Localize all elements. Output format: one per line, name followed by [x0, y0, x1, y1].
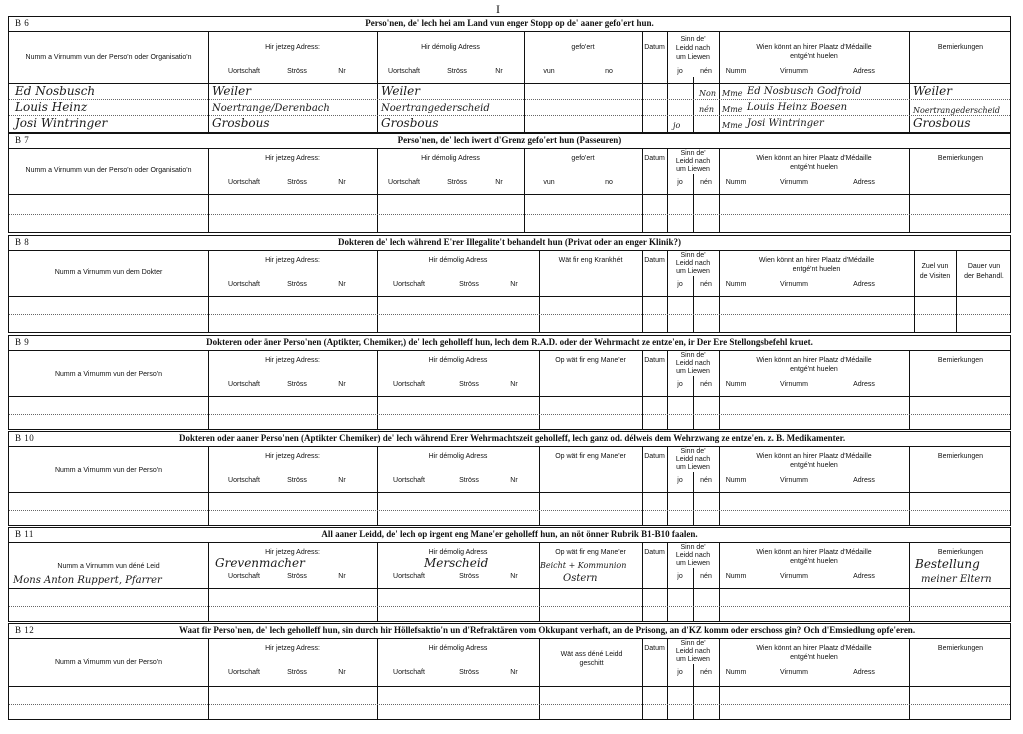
row-divider — [9, 296, 1010, 297]
column-header-label: entgé'nt huelen — [792, 266, 841, 273]
hw-name: Mons Anton Ruppert, Pfarrer — [13, 575, 162, 586]
dotted-row-line — [9, 510, 1010, 511]
column-header-label: Nr — [510, 381, 518, 388]
column-header-label: um Liewen — [676, 268, 710, 275]
column-header-label: Uortschaft — [388, 179, 420, 186]
section-b8 — [8, 235, 1011, 333]
column-header-label: Datum — [644, 645, 665, 652]
column-header-label: Nr — [338, 477, 346, 484]
column-header-label: Numm a Virnumm vun der Perso'n — [54, 467, 163, 474]
column-header-label: Adress — [853, 179, 875, 186]
column-header-label: no — [605, 68, 613, 75]
column-header-label: Uortschaft — [228, 179, 260, 186]
column-header-label: Bemierkungen — [937, 645, 984, 652]
hw-former: Noertrangederscheid — [381, 103, 490, 114]
column-header-label: Leidd nach — [675, 158, 711, 165]
column-header-label: Bemierkungen — [937, 549, 984, 556]
column-header-label: nén — [700, 573, 712, 580]
column-header-label: Wät fir eng Krankhét — [558, 257, 623, 264]
hw-medal: Josi Wintringer — [747, 118, 824, 129]
header-current-address: Hir jetzeg Adress: — [265, 44, 320, 51]
column-header-label: Hir démolig Adress — [421, 155, 480, 162]
column-header-label: jo — [677, 179, 683, 186]
column-header-label: um Liewen — [676, 368, 710, 375]
column-header-label: Uortschaft — [228, 573, 260, 580]
column-header-label: Virnumm — [780, 477, 808, 484]
hw-name: Louis Heinz — [15, 100, 88, 114]
column-header-label: Adress — [853, 68, 875, 75]
column-header-label: Leidd nach — [675, 260, 711, 267]
column-header-label: nén — [700, 477, 712, 484]
column-header-label: Ströss — [459, 477, 479, 484]
column-header-label: Nr — [510, 281, 518, 288]
column-divider — [539, 638, 540, 719]
column-header-label: entgé'nt huelen — [790, 654, 838, 661]
column-header-label: Ströss — [287, 68, 307, 75]
column-header-label: jo — [677, 573, 683, 580]
section-b12 — [8, 623, 1011, 720]
column-header-label: Uortschaft — [228, 669, 260, 676]
column-header-label: Hir jetzeg Adress: — [265, 257, 320, 264]
section-b6 — [8, 16, 1011, 133]
row-divider — [9, 492, 1010, 493]
column-header-label: Hir démolig Adress — [428, 549, 488, 556]
column-header-label: Ströss — [447, 68, 467, 75]
section-code: B 8 — [15, 237, 30, 247]
hw-medal: Louis Heinz Boesen — [747, 102, 848, 113]
column-header-label: Datum — [644, 357, 665, 364]
section-code: B 10 — [15, 433, 35, 443]
column-header-label: jo — [677, 281, 683, 288]
column-header-label: Virnumm — [780, 669, 808, 676]
section-b7 — [8, 133, 1011, 233]
column-header-label: Numm a Virnumm vun déné Leid — [57, 563, 160, 570]
column-header-label: Wät ass déné Leidd geschitt — [560, 651, 623, 667]
column-header-label: Datum — [644, 257, 665, 264]
header-name: Numm a Virnumm vun der Perso'n oder Organisatio'n — [25, 54, 192, 61]
hw-former: Grosbous — [381, 116, 439, 130]
hw-name: Ed Nosbusch — [15, 84, 96, 98]
column-header-label: Nr — [495, 68, 503, 75]
column-header-label: vun — [543, 68, 555, 75]
column-header-label: Leidd nach — [675, 360, 711, 367]
column-header-label: Uortschaft — [228, 281, 260, 288]
column-header-label: Op wät fir eng Mane'er — [555, 453, 626, 460]
column-header-label: Numm a Virnumm vun der Perso'n oder Organisatio'n — [25, 167, 192, 174]
column-header-label: entgé'nt huelen — [790, 558, 838, 565]
column-header-label: Nr — [338, 573, 346, 580]
handwritten-entry: Mme — [722, 121, 743, 130]
hw-current: Noertrange/Derenbach — [212, 103, 330, 114]
column-header-label: Datum — [644, 549, 665, 556]
column-header-label: entgé'nt huelen — [790, 164, 838, 171]
column-header-label: Ströss — [287, 381, 307, 388]
column-header-label: nén — [700, 281, 712, 288]
hw-manner: Beicht + Kommunion — [540, 561, 627, 570]
column-header-label: Nr — [338, 68, 346, 75]
section-code: B 9 — [15, 337, 30, 347]
hw-current: Grevenmacher — [215, 556, 305, 570]
column-header-label: Nr — [510, 669, 518, 676]
column-header-label: Numm — [725, 477, 747, 484]
column-header-label: Bemierkungen — [937, 155, 984, 162]
column-header-label: Hir jetzeg Adress: — [265, 645, 320, 652]
column-header-label: Leidd nach — [675, 45, 711, 52]
section-title: Dokteren oder äner Perso'nen (Aptikter, Chemiker,) de' lech geholleff hun, lech dem R.A.D. oder der Wehrmacht ze entze'en, ir Der Ere Stellongsbefehl kruet. — [206, 337, 813, 347]
column-header-label: Nr — [338, 381, 346, 388]
column-header-label: de Visiten — [919, 273, 951, 280]
handwritten-entry: Mme — [722, 105, 743, 114]
handwritten-entry: Mme — [722, 89, 743, 98]
section-header — [9, 624, 1010, 639]
column-header-label: Hir démolig Adress — [428, 357, 488, 364]
row-divider — [9, 588, 1010, 589]
column-header-label: Bemierkungen — [937, 453, 984, 460]
column-header-label: Nr — [338, 669, 346, 676]
column-header-label: Ströss — [459, 573, 479, 580]
column-header-label: Uortschaft — [228, 68, 260, 75]
column-header-label: Leidd nach — [675, 648, 711, 655]
section-header — [9, 528, 1010, 543]
column-header-label: Numm — [725, 381, 747, 388]
column-header-label: Hir jetzeg Adress: — [265, 357, 320, 364]
column-header-label: Hir démolig Adress — [428, 257, 488, 264]
column-header-label: Adress — [853, 669, 875, 676]
column-header-label: Ströss — [459, 669, 479, 676]
column-header-label: jo — [677, 669, 683, 676]
column-header-label: Datum — [644, 155, 665, 162]
dotted-row-line — [9, 314, 1010, 315]
section-header — [9, 236, 1010, 251]
column-header-label: jo — [677, 381, 683, 388]
hw-remarks: meiner Eltern — [921, 574, 992, 585]
column-header-label: Virnumm — [780, 381, 808, 388]
column-header-label: Sinn de' — [680, 252, 706, 259]
section-title: Dokteren de' lech während E'rer Illegalite't behandelt hun (Privat oder an enger Klinik?) — [337, 237, 681, 247]
column-header-label: Dauer vun — [967, 263, 1001, 270]
section-title: Perso'nen, de' lech iwert d'Grenz gefo'ert hun (Passeuren) — [397, 135, 622, 145]
column-header-label: entgé'nt huelen — [790, 462, 838, 469]
column-header-label: Leidd nach — [675, 456, 711, 463]
column-header-label: entgé'nt huelen — [790, 53, 838, 60]
column-header-label: um Liewen — [676, 464, 710, 471]
hw-name: Josi Wintringer — [15, 116, 108, 130]
column-header-label: Numm — [725, 669, 747, 676]
section-code: B 12 — [15, 625, 35, 635]
column-header-label: Numm a Virnumm vun der Perso'n — [54, 659, 163, 666]
hw-former: Merscheid — [424, 556, 489, 570]
column-header-label: Wien könnt an hirer Plaatz d'Médaille — [756, 155, 872, 162]
section-b11 — [8, 527, 1011, 622]
column-header-label: Datum — [644, 44, 665, 51]
hw-remarks: Bestellung — [915, 557, 980, 571]
section-title: Dokteren oder aaner Perso'nen (Aptikter Chemiker) de' lech während Erer Wehrmachtszeit geholleff, lech ganz od. délweis dem Wehrzwang ze entze'en. z. B. Medikamenter. — [179, 433, 846, 443]
column-header-label: um Liewen — [676, 560, 710, 567]
column-header-label: Nr — [338, 179, 346, 186]
column-header-label: Sinn de' — [680, 150, 706, 157]
column-header-label: gefo'ert — [571, 155, 595, 162]
column-header-label: Ströss — [287, 179, 307, 186]
column-header-label: no — [605, 179, 613, 186]
section-title: Waat fir Perso'nen, de' lech geholleff hun, sin durch hir Höllefsaktio'n un d'Refraktären vom Okkupant verhaft, an de Prisong, an d'KZ komm oder erschoss gin? Och d'Emsiedlung opfe'eren. — [179, 625, 916, 635]
hw-current: Grosbous — [212, 116, 270, 130]
column-header-label: Nr — [495, 179, 503, 186]
section-code: B 11 — [15, 529, 34, 539]
column-header-label: Numm a Virnumm vun dem Dokter — [54, 269, 163, 276]
column-header-label: Uortschaft — [228, 381, 260, 388]
column-header-label: Op wät fir eng Mane'er — [555, 357, 626, 364]
row-divider — [9, 194, 1010, 195]
column-header-label: Ströss — [287, 281, 307, 288]
section-code: B 6 — [15, 18, 30, 28]
column-header-label: Hir jetzeg Adress: — [265, 155, 320, 162]
column-header-label: Sinn de' — [680, 448, 706, 455]
column-header-label: Leidd nach — [675, 552, 711, 559]
row-divider — [9, 686, 1010, 687]
column-header-label: Wien könnt an hirer Plaatz d'Médaille — [756, 357, 872, 364]
column-header-label: Ströss — [459, 281, 479, 288]
column-header-label: nén — [700, 381, 712, 388]
page-mark: I — [496, 2, 500, 16]
column-header-label: Ströss — [287, 669, 307, 676]
column-header-label: Adress — [853, 381, 875, 388]
column-header-label: Virnumm — [780, 68, 808, 75]
column-header-label: Virnumm — [780, 179, 808, 186]
dotted-row-line — [9, 115, 1010, 116]
column-header-label: Ströss — [447, 179, 467, 186]
hw-current: Weiler — [212, 84, 251, 98]
column-header-label: Ströss — [459, 381, 479, 388]
column-header-label: Bemierkungen — [937, 357, 984, 364]
section-code: B 7 — [15, 135, 30, 145]
section-title: Perso'nen, de' lech hei am Land vun enger Stopp op de' aaner gefo'ert hun. — [365, 18, 654, 28]
section-header — [9, 432, 1010, 447]
column-header-label: um Liewen — [676, 656, 710, 663]
hw-manner: Ostern — [563, 573, 598, 584]
hw-sense: jo — [673, 121, 681, 130]
column-header-label: jo — [677, 68, 683, 75]
column-header-label: Hir démolig Adress — [428, 453, 488, 460]
column-header-label: nén — [700, 669, 712, 676]
section-header — [9, 134, 1010, 149]
column-header-label: Uortschaft — [393, 281, 425, 288]
column-header-label: entgé'nt huelen — [790, 366, 838, 373]
column-header-label: Virnumm — [780, 573, 808, 580]
column-header-label: Hir démolig Adress — [428, 645, 488, 652]
hw-medal: Ed Nosbusch Godfroid — [747, 86, 862, 97]
column-header-label: Sinn de' — [680, 36, 706, 43]
column-header-label: Wien könnt an hirer Plaatz d'Médaille — [756, 44, 872, 51]
dotted-row-line — [9, 704, 1010, 705]
column-header-label: Uortschaft — [388, 68, 420, 75]
hw-sense: nén — [699, 105, 715, 114]
column-header-label: um Liewen — [676, 54, 710, 61]
column-header-label: Nr — [510, 573, 518, 580]
dotted-row-line — [9, 99, 1010, 100]
column-header-label: Adress — [853, 573, 875, 580]
column-header-label: Uortschaft — [393, 573, 425, 580]
header-former-address: Hir démolig Adress — [421, 44, 480, 51]
column-header-label: Datum — [644, 453, 665, 460]
hw-remarks: Weiler — [913, 84, 952, 98]
dotted-row-line — [9, 414, 1010, 415]
section-title: All aaner Leidd, de' lech op irgent eng Mane'er geholleff hun, an nöt önner Rubrik B1-B10 faalen. — [321, 529, 698, 539]
column-header-label: nén — [700, 68, 712, 75]
section-b9 — [8, 335, 1011, 430]
column-header-label: Op wät fir eng Mane'er — [555, 549, 626, 556]
column-header-label: Nr — [510, 477, 518, 484]
column-header-label: Sinn de' — [680, 640, 706, 647]
row-divider — [9, 396, 1010, 397]
column-header-label: Uortschaft — [393, 477, 425, 484]
hw-remarks: Noertrangederscheid — [913, 106, 1001, 115]
column-header-label: nén — [700, 179, 712, 186]
column-header-label: Sinn de' — [680, 352, 706, 359]
column-header-label: Wien könnt an hirer Plaatz d'Médaille — [756, 453, 872, 460]
section-header — [9, 336, 1010, 351]
column-divider — [693, 77, 694, 132]
dotted-row-line — [9, 214, 1010, 215]
column-header-label: Uortschaft — [228, 477, 260, 484]
column-header-label: gefo'ert — [571, 44, 595, 51]
column-header-label: Ströss — [287, 477, 307, 484]
column-header-label: Bemierkungen — [937, 44, 984, 51]
column-header-label: Ströss — [287, 573, 307, 580]
column-header-label: Wien könnt an hirer Plaatz d'Médaille — [756, 645, 872, 652]
column-header-label: vun — [543, 179, 555, 186]
column-header-label: Nr — [338, 281, 346, 288]
dotted-row-line — [9, 606, 1010, 607]
column-header-label: Wien könnt an hirer Plaatz d'Médaille — [758, 257, 875, 264]
section-b10 — [8, 431, 1011, 526]
column-header-label: Wien könnt an hirer Plaatz d'Médaille — [756, 549, 872, 556]
column-header-label: Numm — [725, 281, 747, 288]
hw-sense: Non — [699, 89, 716, 98]
hw-remarks: Grosbous — [913, 116, 971, 130]
column-header-label: um Liewen — [676, 166, 710, 173]
column-header-label: jo — [677, 477, 683, 484]
hw-former: Weiler — [381, 84, 420, 98]
column-header-label: Adress — [853, 477, 875, 484]
column-header-label: Numm — [725, 573, 747, 580]
row-divider — [9, 83, 1010, 84]
column-header-label: der Behandl. — [964, 273, 1004, 280]
column-header-label: Hir jetzeg Adress: — [265, 549, 320, 556]
column-header-label: Numm a Virnumm vun der Perso'n — [54, 371, 163, 378]
section-header — [9, 17, 1010, 32]
column-header-label: Sinn de' — [680, 544, 706, 551]
column-header-label: Numm — [725, 179, 747, 186]
column-header-label: Adress — [853, 281, 875, 288]
column-header-label: Virnumm — [780, 281, 808, 288]
column-header-label: Zuel vun — [921, 263, 949, 270]
column-header-label: Uortschaft — [393, 669, 425, 676]
column-header-label: Numm — [725, 68, 747, 75]
column-header-label: Hir jetzeg Adress: — [265, 453, 320, 460]
column-header-label: Uortschaft — [393, 381, 425, 388]
